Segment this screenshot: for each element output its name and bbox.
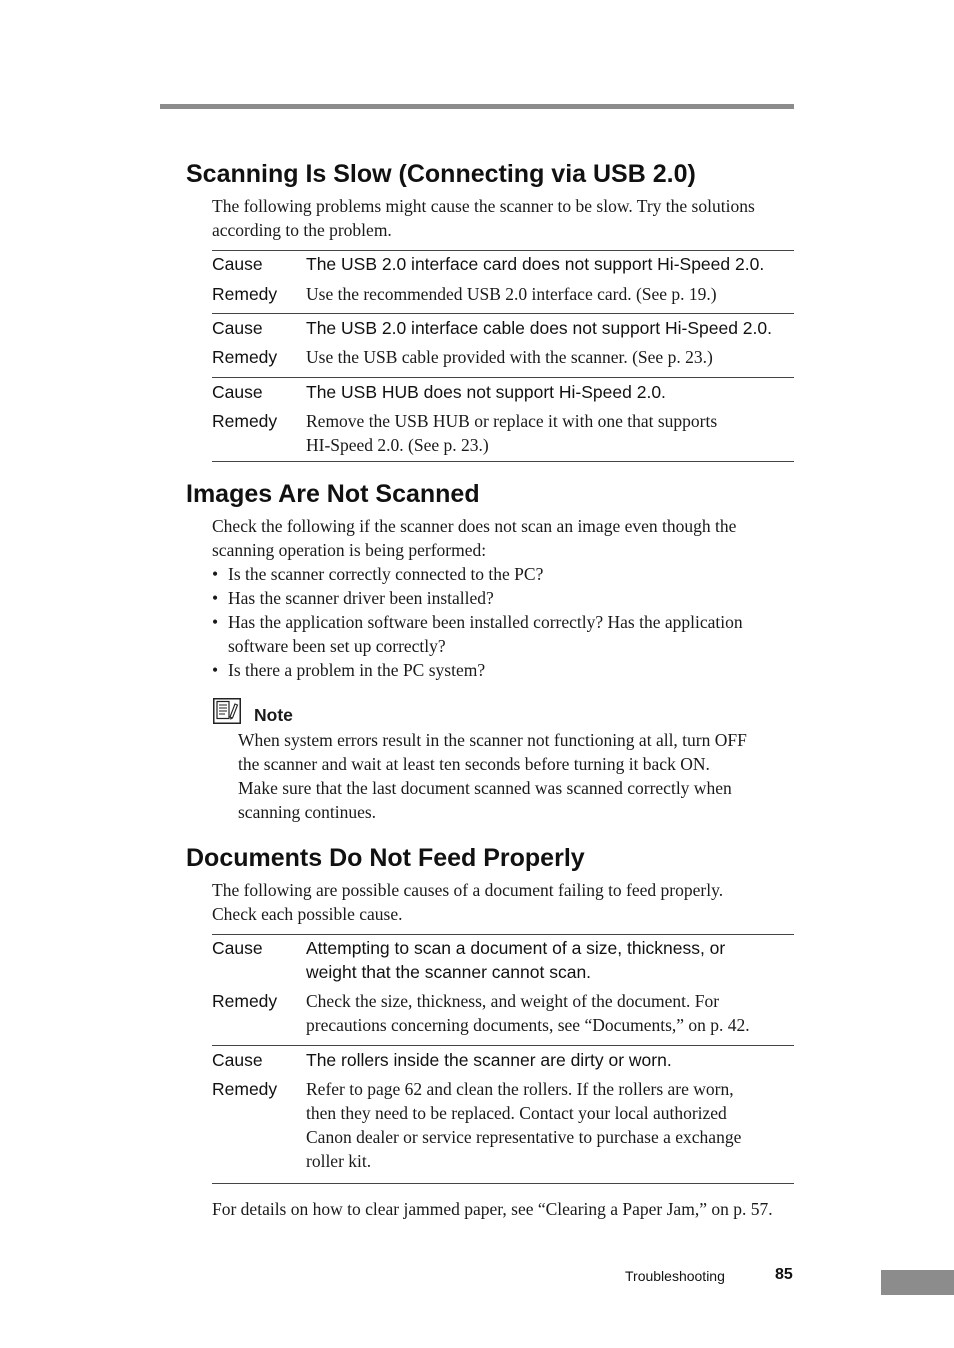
table-rule (212, 1183, 794, 1184)
remedy-label: Remedy (212, 284, 278, 304)
note-icon (213, 698, 241, 724)
table-rule (212, 461, 794, 462)
cause-text: The rollers inside the scanner are dirty or worn. (306, 1050, 672, 1070)
table-rule (212, 377, 794, 378)
table-rule (212, 1045, 794, 1046)
remedy-label: Remedy (212, 1079, 278, 1099)
note-body: When system errors result in the scanner not functioning at all, turn OFF the scanner and wait at least ten seconds before turning it back ON. Make sure that the last document scanned was scanned correctly when scanning continues. (238, 730, 747, 822)
table-rule (212, 934, 794, 935)
list-item: • Has the application software been installed correctly? Has the application software been set up correctly? (212, 612, 743, 656)
page-number: 85 (775, 1266, 793, 1283)
remedy-text: Check the size, thickness, and weight of the document. For precautions concerning documents, see “Documents,” on p. 42. (306, 991, 750, 1035)
table-rule (212, 250, 794, 251)
list-item: • Is the scanner correctly connected to the PC? (212, 564, 544, 584)
cause-label: Cause (212, 382, 263, 402)
section-title-images-not-scanned: Images Are Not Scanned (186, 480, 480, 508)
closing-reference: For details on how to clear jammed paper, see “Clearing a Paper Jam,” on p. 57. (212, 1199, 773, 1219)
table-rule (212, 313, 794, 314)
header-rule (160, 104, 794, 109)
section-intro: The following problems might cause the scanner to be slow. Try the solutions according to the problem. (212, 196, 755, 240)
section-title-scanning-slow: Scanning Is Slow (Connecting via USB 2.0) (186, 160, 696, 188)
remedy-label: Remedy (212, 991, 278, 1011)
cause-label: Cause (212, 254, 263, 274)
cause-label: Cause (212, 938, 263, 958)
list-item: • Is there a problem in the PC system? (212, 660, 486, 680)
cause-text: The USB HUB does not support Hi-Speed 2.0. (306, 382, 666, 402)
remedy-label: Remedy (212, 411, 278, 431)
section-intro: Check the following if the scanner does not scan an image even though the scanning operation is being performed: (212, 516, 737, 560)
thumb-tab (881, 1270, 954, 1295)
cause-text: Attempting to scan a document of a size, thickness, or weight that the scanner cannot scan. (306, 938, 726, 982)
section-intro: The following are possible causes of a document failing to feed properly. Check each possible cause. (212, 880, 724, 924)
footer-section-name: Troubleshooting (625, 1268, 725, 1284)
list-item: • Has the scanner driver been installed? (212, 588, 494, 608)
cause-label: Cause (212, 318, 263, 338)
remedy-text: Use the recommended USB 2.0 interface card. (See p. 19.) (306, 284, 717, 304)
remedy-text: Use the USB cable provided with the scanner. (See p. 23.) (306, 347, 713, 367)
cause-label: Cause (212, 1050, 263, 1070)
cause-text: The USB 2.0 interface cable does not support Hi-Speed 2.0. (306, 318, 772, 338)
section-title-documents-not-feeding: Documents Do Not Feed Properly (186, 844, 585, 872)
note-title: Note (254, 705, 293, 725)
remedy-text: Remove the USB HUB or replace it with one that supports HI-Speed 2.0. (See p. 23.) (306, 411, 718, 455)
cause-text: The USB 2.0 interface card does not support Hi-Speed 2.0. (306, 254, 765, 274)
remedy-text: Refer to page 62 and clean the rollers. If the rollers are worn, then they need to be replaced. Contact your local authorized Canon dealer or service representative to purchase a exchange roller kit. (306, 1079, 742, 1171)
remedy-label: Remedy (212, 347, 278, 367)
